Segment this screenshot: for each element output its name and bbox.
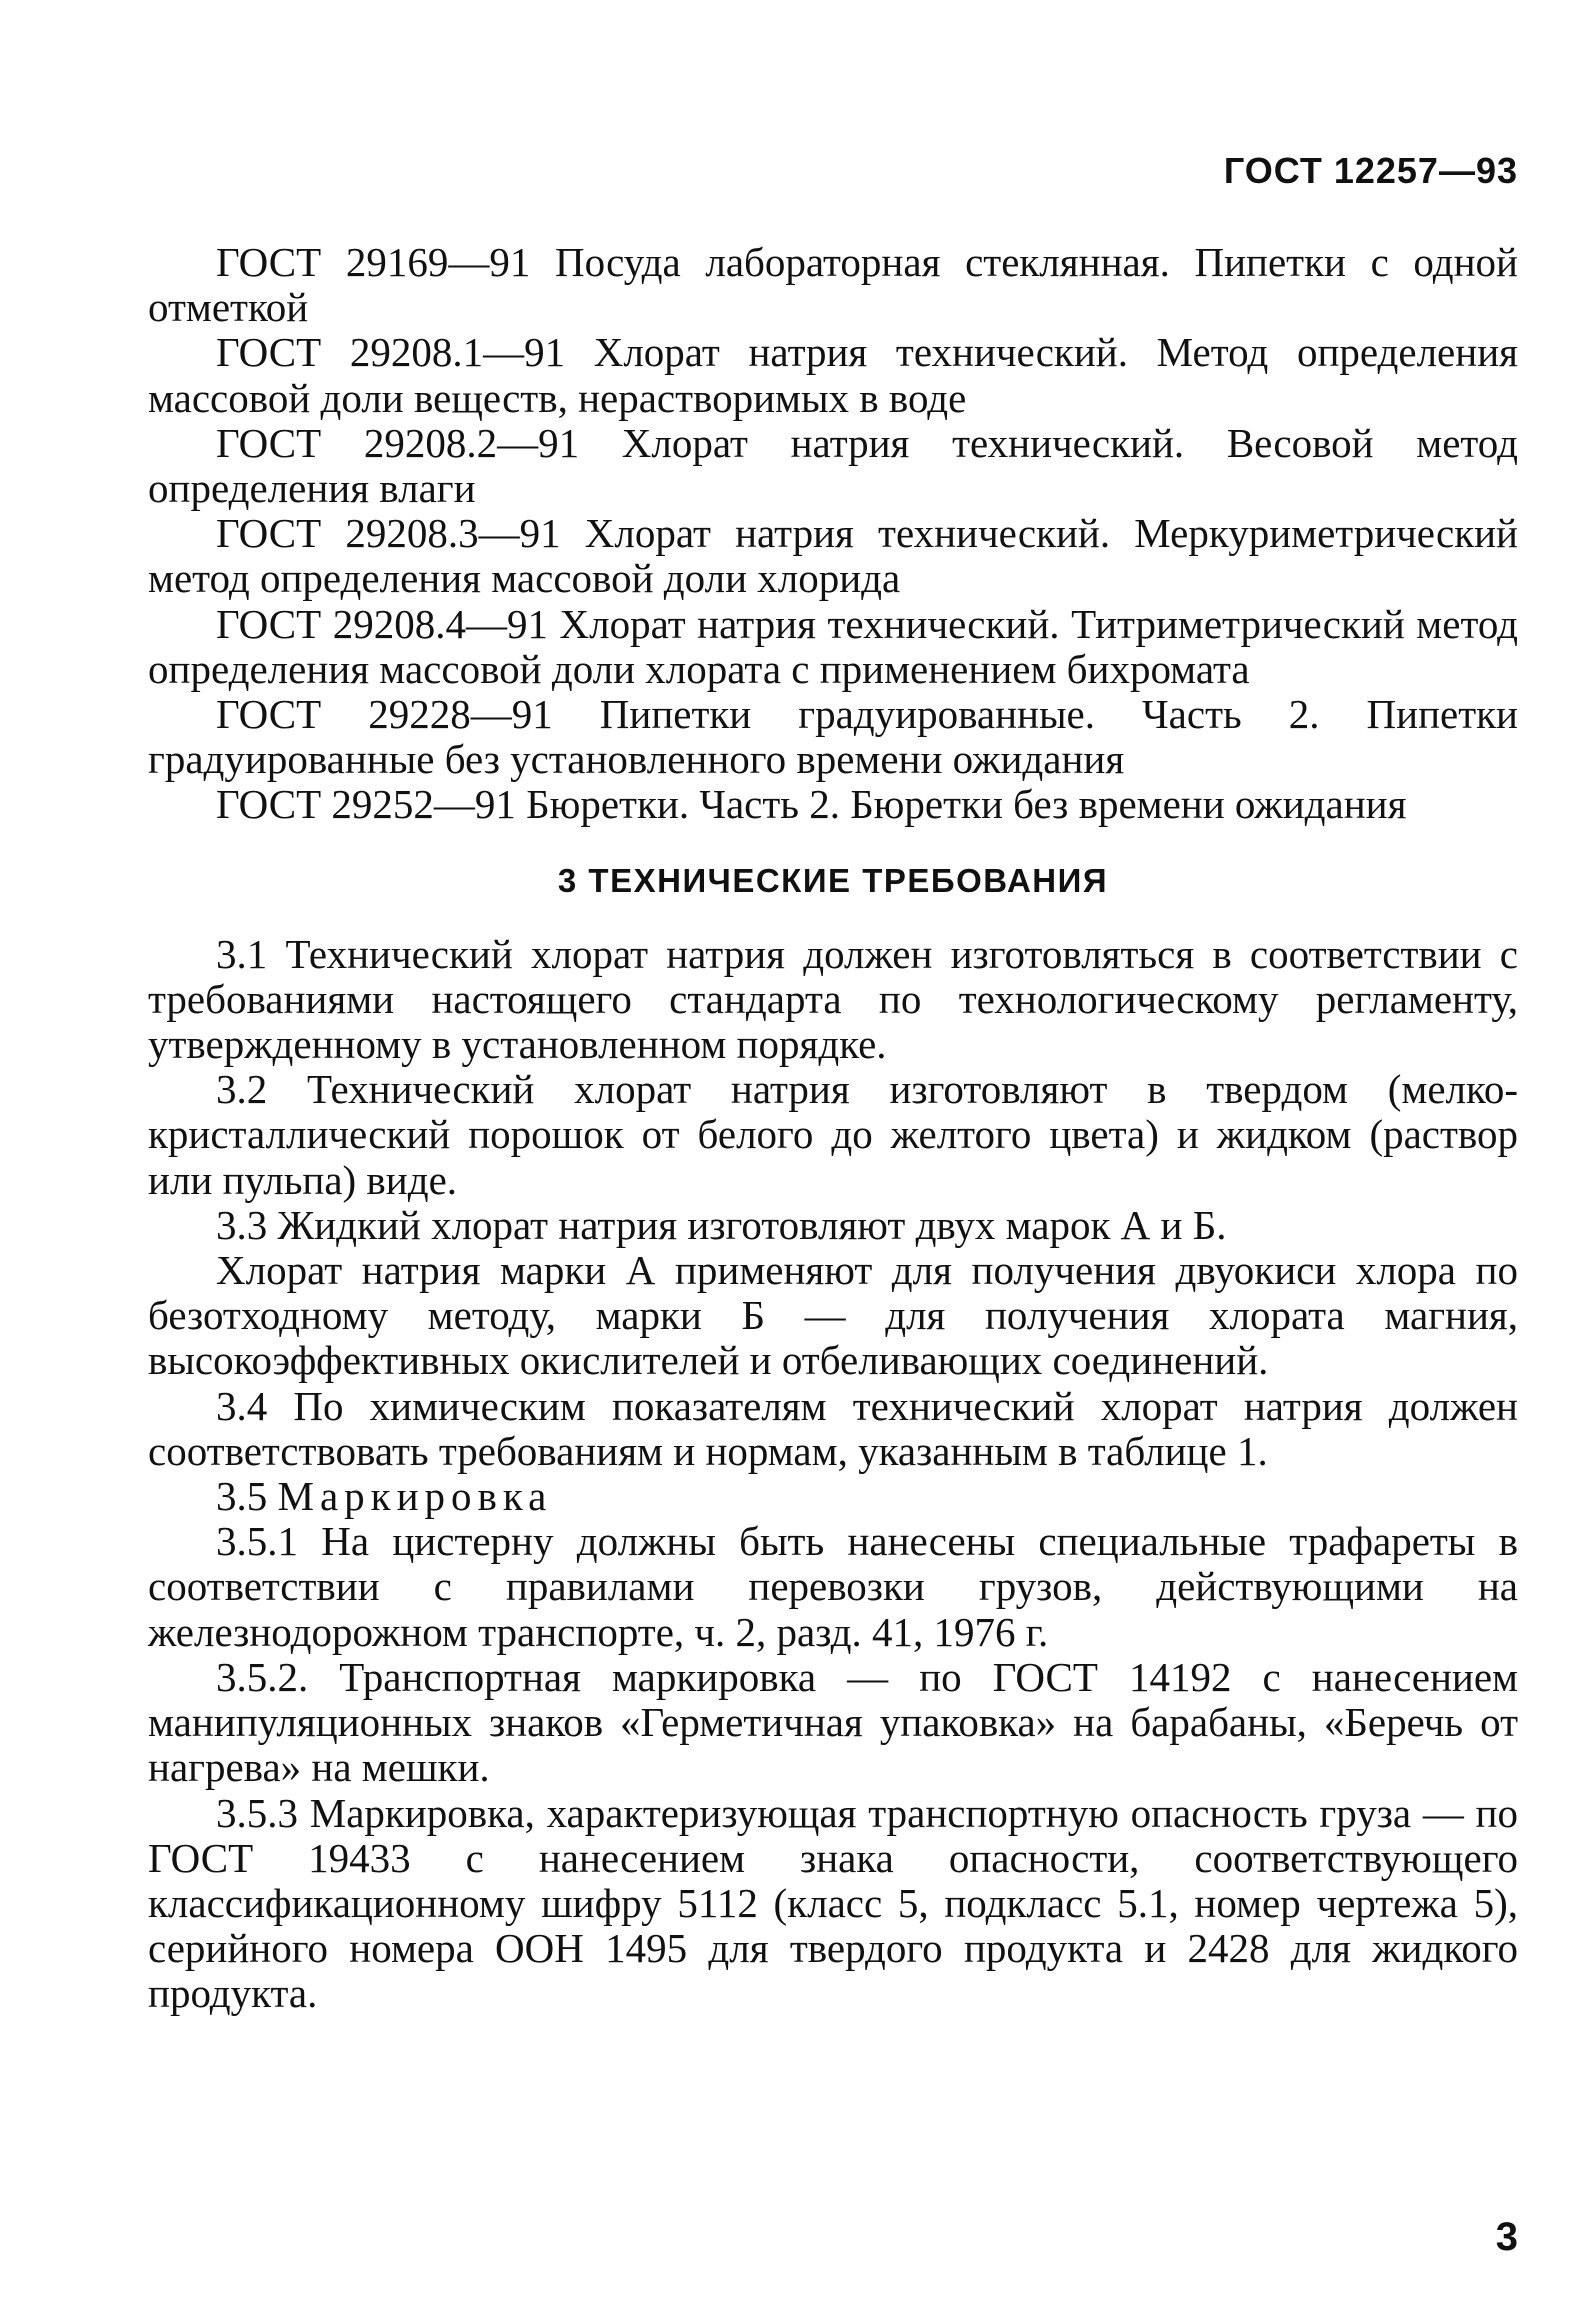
paragraph-3-1: 3.1 Технический хлорат натрия должен изготовляться в соответствии с требованиями настоящего стандарта по технологическому регламенту, утвержденному в установленном порядке. <box>148 930 1518 1068</box>
reference-gost-29252: ГОСТ 29252—91 Бюретки. Часть 2. Бюретки без времени ожидания <box>216 781 1407 828</box>
reference-gost-29169: ГОСТ 29169—91 Посуда лабораторная стеклянная. Пипетки с одной отметкой <box>148 239 1518 331</box>
paragraph-3-5-2: 3.5.2. Транспортная маркировка — по ГОСТ 14192 с нанесением манипуляционных знаков «Герметичная упаковка» на барабаны, «Беречь от нагрева» на мешки. <box>148 1653 1518 1791</box>
reference-gost-29208-2: ГОСТ 29208.2—91 Хлорат натрия технический. Весовой метод определения влаги <box>148 419 1518 512</box>
subsection-3-5-heading <box>148 1474 1518 1519</box>
paragraph-3-3: 3.3 Жидкий хлорат натрия изготовляют двух марок А и Б. <box>216 1201 1227 1248</box>
subsection-3-5-title: Маркировка <box>277 1473 553 1520</box>
reference-gost-29228: ГОСТ 29228—91 Пипетки градуированные. Часть 2. Пипетки градуированные без установленного времени ожидания <box>148 691 1518 783</box>
page-number: 3 <box>1495 2215 1518 2259</box>
reference-gost-29208-3: ГОСТ 29208.3—91 Хлорат натрия технический. Меркуриметрический метод определения массовой доли хлорида <box>148 510 1518 602</box>
paragraph-3-5-1: 3.5.1 На цистерну должны быть нанесены специальные трафареты в соответствии с правилами перевозки грузов, действующими на железнодорожном транспорте, ч. 2, разд. 41, 1976 г. <box>148 1518 1518 1655</box>
subsection-3-5-number: 3.5 <box>216 1473 268 1520</box>
section-heading: 3 ТЕХНИЧЕСКИЕ ТРЕБОВАНИЯ <box>557 861 1109 899</box>
paragraph-3-5-3: 3.5.3 Маркировка, характеризующая транспортную опасность груза — по ГОСТ 19433 с нанесением знака опасности, соответствующего классификационному шифру 5112 (класс 5, подкласс 5.1, номер чертежа 5), серийного номера ООН 1495 для твердого продукта и 2428 для жидкого продукта. <box>148 1789 1518 2017</box>
paragraph-3-3-grades: Хлорат натрия марки А применяют для получения двуокиси хлора по безотходному методу, марки Б — для получения хлората магния, высокоэффективных окислителей и отбеливающих соединений. <box>148 1247 1518 1384</box>
reference-gost-29208-4: ГОСТ 29208.4—91 Хлорат натрия технический. Титриметрический метод определения массовой доли хлората с применением бихромата <box>148 600 1518 692</box>
reference-gost-29208-1: ГОСТ 29208.1—91 Хлорат натрия технический. Метод определения массовой доли веществ, нерастворимых в воде <box>148 329 1518 421</box>
document-body <box>148 240 1518 2017</box>
document-page <box>148 0 1518 2317</box>
running-header: ГОСТ 12257—93 <box>1223 150 1518 191</box>
paragraph-3-4: 3.4 По химическим показателям технический хлорат натрия должен соответствовать требованиям и нормам, указанным в таблице 1. <box>148 1382 1518 1474</box>
paragraph-3-2: 3.2 Технический хлорат натрия изготовляют в твердом (мелкокристаллический порошок от белого до желтого цвета) и жидком (раствор или пульпа) виде. <box>148 1066 1518 1203</box>
